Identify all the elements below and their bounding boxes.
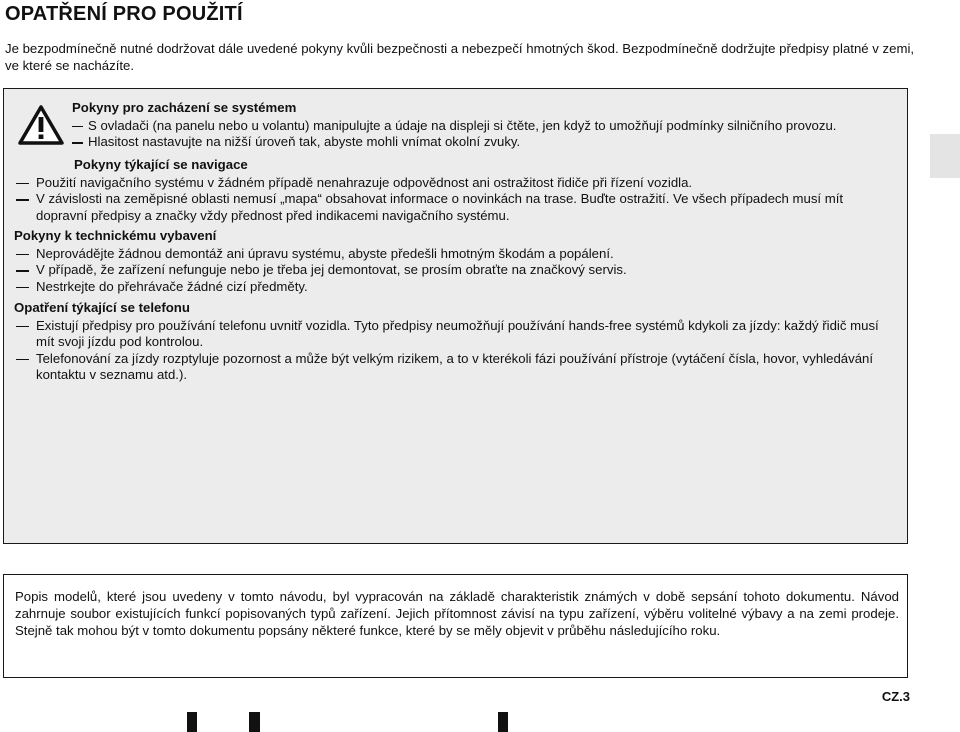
bullet-item: Hlasitost nastavujte na nižší úroveň tak, abyste mohli vnímat okolní zvuky. [72,134,892,151]
bullet-item: S ovladači (na panelu nebo u volantu) manipulujte a údaje na displeji si čtěte, jen když to umožňují podmínky silničního provozu. [72,118,892,135]
bullet-item: Nestrkejte do přehrávače žádné cizí předměty. [14,279,898,296]
section-title: Opatření týkající se telefonu [14,300,190,315]
print-crop-mark [498,712,508,732]
print-crop-mark [187,712,197,732]
safety-warning-box [3,88,908,544]
section-telephone [14,300,898,384]
section-title: Pokyny k technickému vybavení [14,228,217,243]
page-number: CZ.3 [881,689,910,704]
bullet-item: Neprovádějte žádnou demontáž ani úpravu systému, abyste předešli hmotným škodám a popálení. [14,246,898,263]
section-technical-equipment [14,228,898,295]
page-title: OPATŘENÍ PRO POUŽITÍ [5,3,243,25]
print-crop-mark [249,712,260,732]
section-tab-marker [930,134,960,178]
note-text: Popis modelů, které jsou uvedeny v tomto návodu, byl vypracován na základě charakteristik známých v době sepsání tohoto dokumentu. Návod zahrnuje soubor existujících funkcí popisovaných typů zařízení. Jejich přítomnost závisí na typu zařízení, výběru volitelné výbavy a na zemi prodeje. Stejně tak mohou být v tomto dokumentu popsány některé funkce, které by se měly objevit v průběhu následujícího roku. [15,589,899,638]
bullet-item: Telefonování za jízdy rozptyluje pozornost a může být velkým rizikem, a to v kterékoli fázi používání přístroje (vytáčení čísla, hovor, vyhledávání kontaktu v seznamu atd.). [14,351,898,384]
bullet-item: Použití navigačního systému v žádném případě nenahrazuje odpovědnost ani ostražitost řidiče při řízení vozidla. [14,175,898,192]
bullet-item: Existují předpisy pro používání telefonu uvnitř vozidla. Tyto předpisy neumožňují používání hands-free systémů kdykoli za jízdy: každý řidič musí mít svoji jízdu pod kontrolou. [14,318,898,351]
model-description-note-box [3,574,908,678]
section-title: Pokyny pro zacházení se systémem [72,100,297,115]
intro-paragraph: Je bezpodmínečně nutné dodržovat dále uvedené pokyny kvůli bezpečnosti a nebezpečí hmotných škod. Bezpodmínečně dodržujte předpisy platné v zemi, ve které se nacházíte. [5,41,915,73]
section-system-handling [72,100,892,151]
warning-triangle-icon [18,105,64,145]
section-navigation [14,157,898,224]
section-title: Pokyny týkající se navigace [74,157,248,172]
bullet-item: V případě, že zařízení nefunguje nebo je třeba jej demontovat, se prosím obraťte na značkový servis. [14,262,898,279]
bullet-item: V závislosti na zeměpisné oblasti nemusí „mapa“ obsahovat informace o novinkách na trase. Buďte ostražití. Ve všech případech musí mít dopravní předpisy a značky vždy přednost před indikacemi navigačního systému. [14,191,898,224]
